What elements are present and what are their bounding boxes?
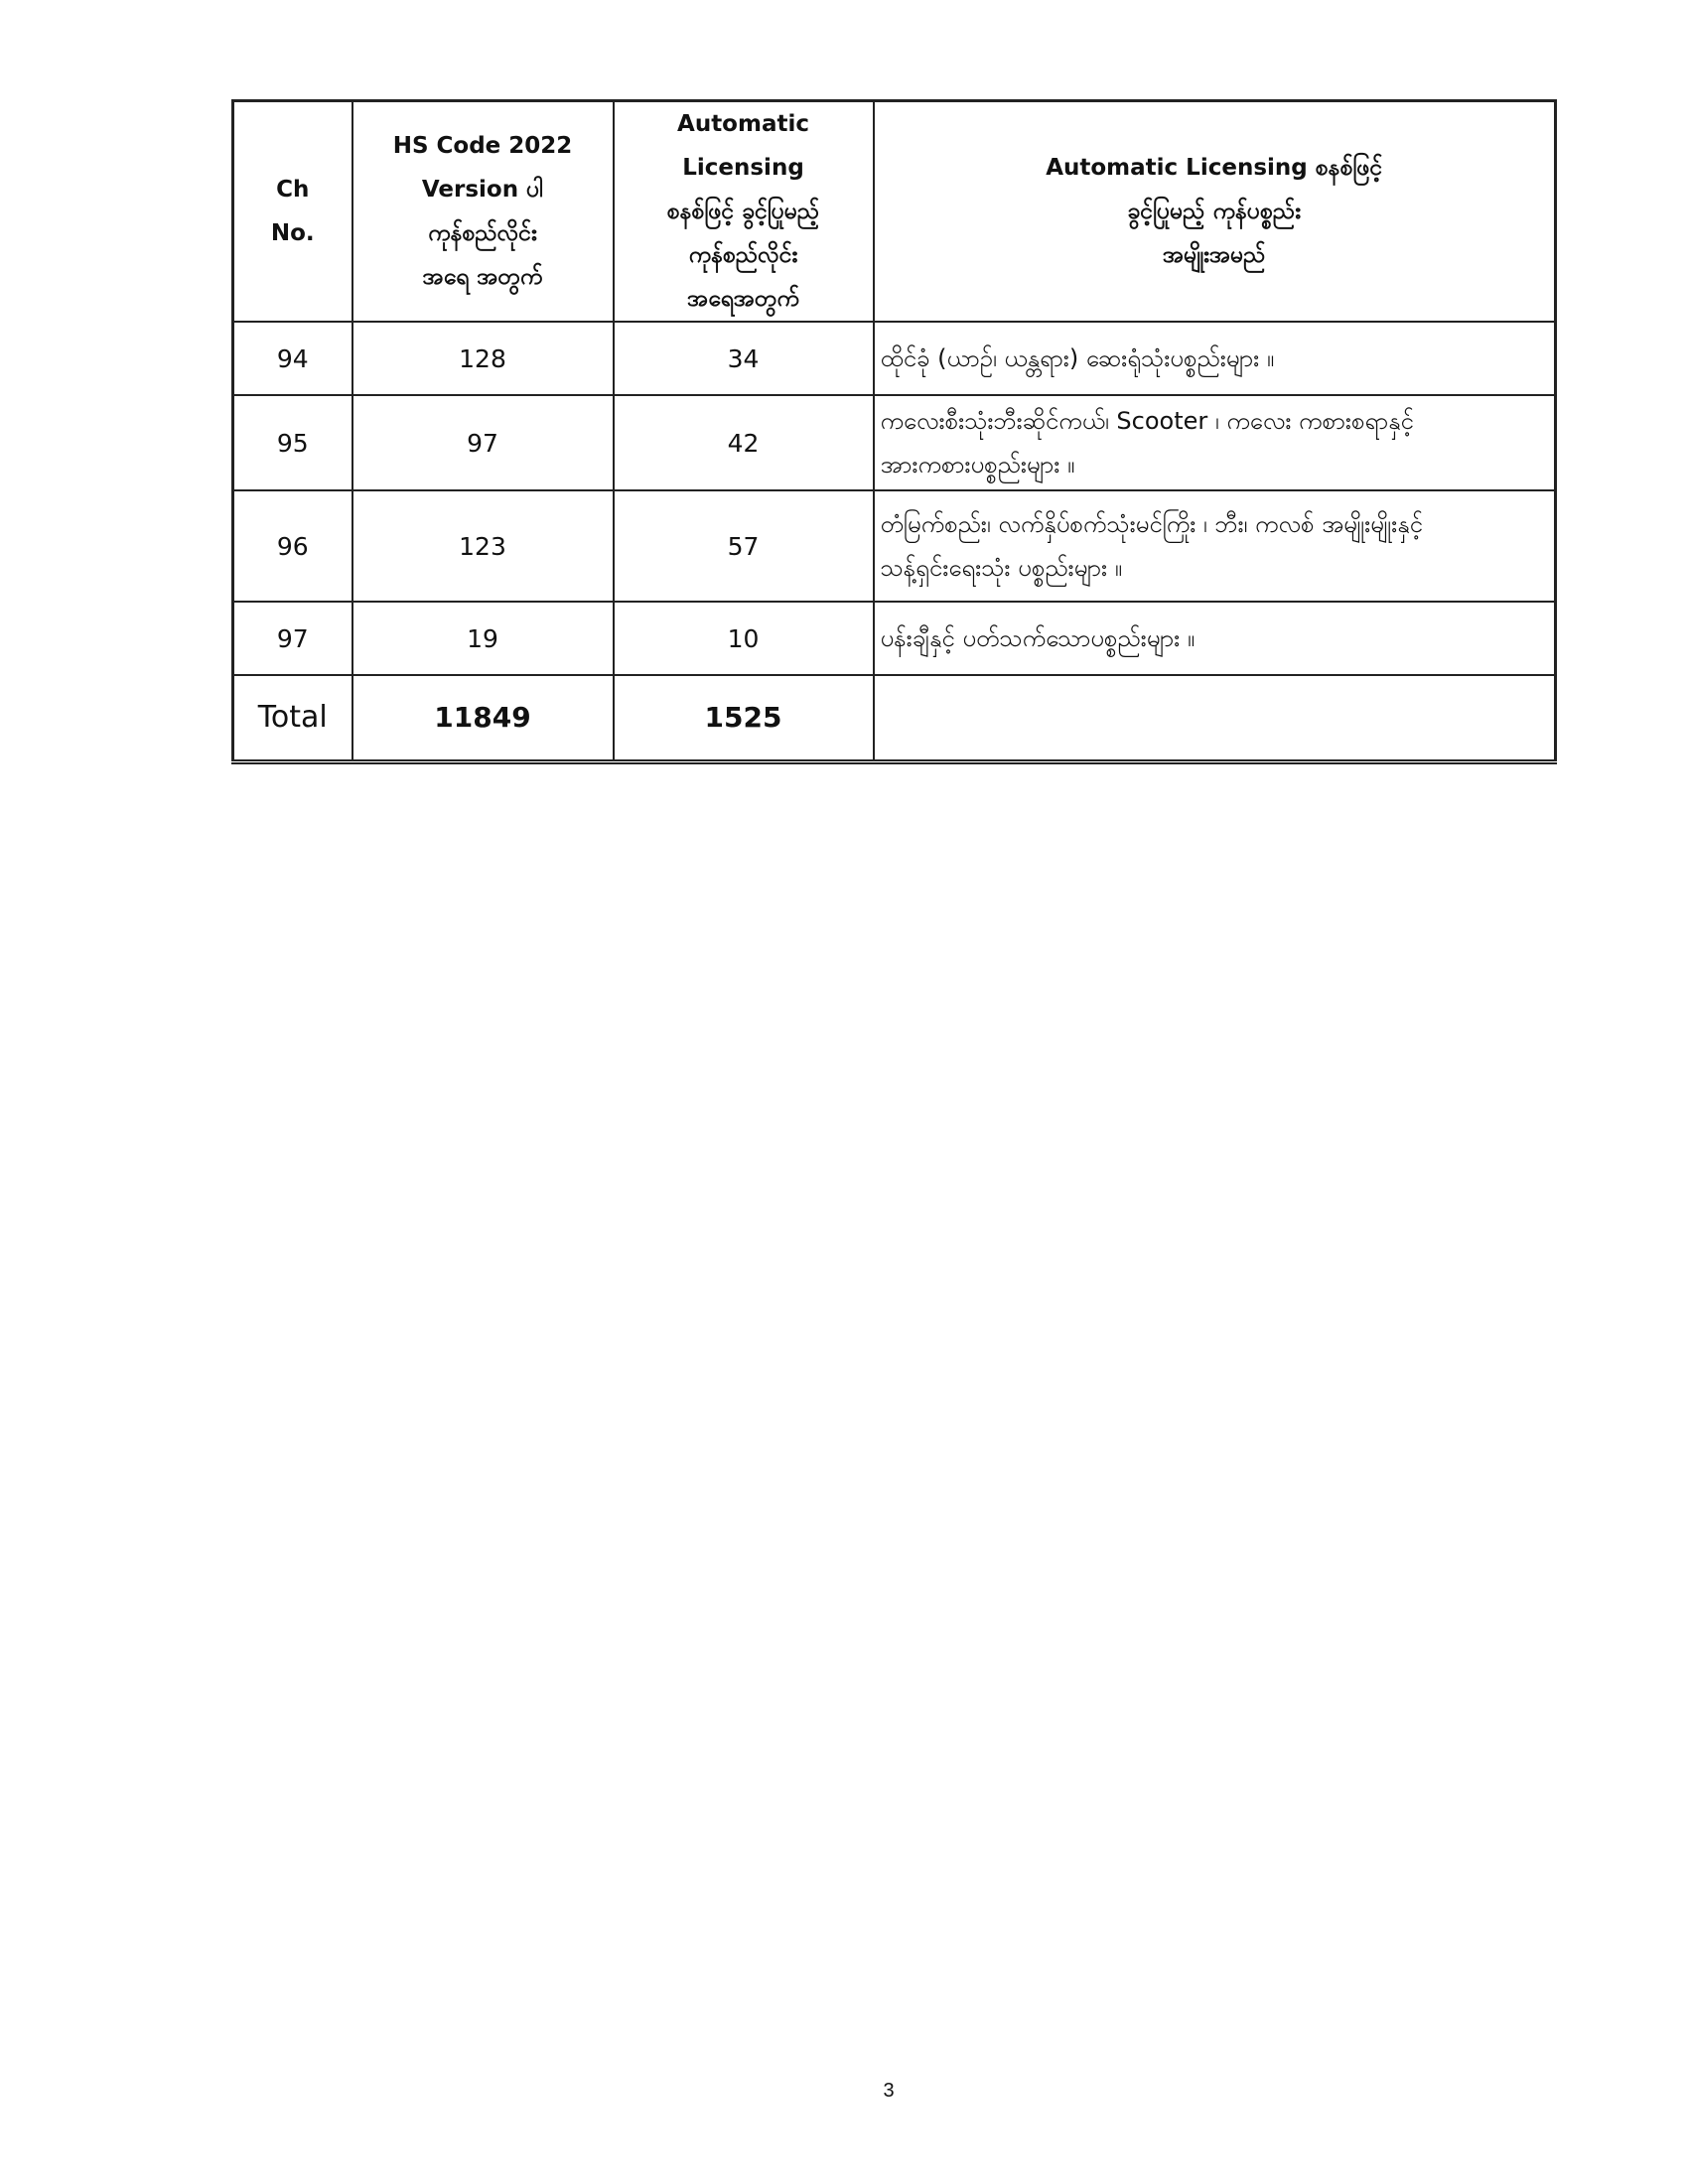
cell-hs-lines: 97 (352, 395, 614, 490)
table-row (233, 602, 1556, 675)
cell-description: တံမြက်စည်း၊ လက်နှိပ်စက်သုံးမင်ကြိုး ၊ ဘီး၊ ကလစ် အမျိုးမျိုးနှင့် သန့်ရှင်းရေးသုံး ပစ္စည်းများ ။ (874, 490, 1556, 602)
cell-ch-no: 96 (233, 490, 352, 602)
cell-auto-lines: 57 (614, 490, 874, 602)
cell-hs-lines: 123 (352, 490, 614, 602)
total-label: Total (233, 675, 352, 761)
total-row (233, 675, 1556, 761)
table-header-row (233, 101, 1556, 323)
cell-ch-no: 94 (233, 322, 352, 395)
cell-auto-lines: 10 (614, 602, 874, 675)
header-auto-licensing-lines: Automatic Licensing စနစ်ဖြင့် ခွင့်ပြုမည့် ကုန်စည်လိုင်း အရေအတွက် (614, 101, 874, 323)
licensing-table (231, 99, 1557, 764)
total-auto-lines: 1525 (614, 675, 874, 761)
header-ch-no: Ch No. (233, 101, 352, 323)
table-row (233, 322, 1556, 395)
cell-ch-no: 95 (233, 395, 352, 490)
table-row (233, 395, 1556, 490)
cell-hs-lines: 19 (352, 602, 614, 675)
table-row (233, 490, 1556, 602)
cell-auto-lines: 34 (614, 322, 874, 395)
cell-description: ကလေးစီးသုံးဘီးဆိုင်ကယ်၊ Scooter ၊ ကလေး ကစားစရာနှင့် အားကစားပစ္စည်းများ ။ (874, 395, 1556, 490)
total-description (874, 675, 1556, 761)
page-number: 3 (883, 2080, 895, 2102)
header-auto-licensing-description: Automatic Licensing စနစ်ဖြင့် ခွင့်ပြုမည့် ကုန်ပစ္စည်း အမျိုးအမည် (874, 101, 1556, 323)
licensing-table-container (231, 99, 1554, 764)
cell-description: ပန်းချီနှင့် ပတ်သက်သောပစ္စည်းများ ။ (874, 602, 1556, 675)
cell-description: ထိုင်ခုံ (ယာဉ်၊ ယန္တရား) ဆေးရုံသုံးပစ္စည်းများ ။ (874, 322, 1556, 395)
cell-hs-lines: 128 (352, 322, 614, 395)
total-hs-lines: 11849 (352, 675, 614, 761)
cell-ch-no: 97 (233, 602, 352, 675)
cell-auto-lines: 42 (614, 395, 874, 490)
header-hs-code-lines: HS Code 2022 Version ပါ ကုန်စည်လိုင်း အရေ အတွက် (352, 101, 614, 323)
